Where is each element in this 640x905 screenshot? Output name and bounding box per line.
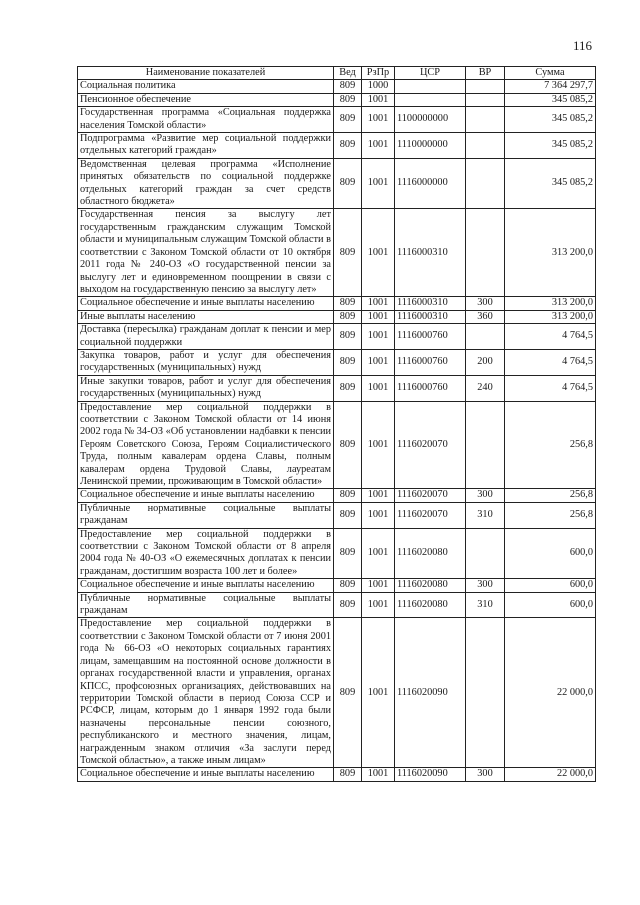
table-row [78,489,596,502]
row-name-cell: Пенсионное обеспечение [78,93,334,106]
row-name-cell: Государственная пенсия за выслугу лет государственным гражданским служащим Томской области и муниципальным служащим Томской области в соответствии с Законом Томской области от 10 октября 2011 года № 240-ОЗ «О государственной пенсии за выслугу лет и единовременном поощрении в связи с выходом на государственную пенсию за выслугу лет» [78,209,334,297]
row-name-cell: Закупка товаров, работ и услуг для обеспечения государственных (муниципальных) нужд [78,349,334,375]
row-rzpr-cell: 1001 [362,93,395,106]
row-vr-cell: 310 [466,502,505,528]
row-sum-cell: 22 000,0 [505,618,596,768]
row-sum-cell: 345 085,2 [505,158,596,209]
row-vr-cell: 300 [466,297,505,310]
row-ved-cell: 809 [334,107,362,133]
row-vr-cell [466,158,505,209]
row-ved-cell: 809 [334,592,362,618]
row-vr-cell: 300 [466,489,505,502]
row-sum-cell: 4 764,5 [505,349,596,375]
row-name-cell: Предоставление мер социальной поддержки в соответствии с Законом Томской области от 14 июня 2002 года № 34-ОЗ «Об установлении надбавки к пенсии Героям Советского Союза, Героям Социалистического Труда, полным кавалерам ордена Славы, полным кавалерам ордена Трудовой Славы, лауреатам Ленинской премии, проживающим в Томской области» [78,401,334,489]
row-ved-cell: 809 [334,80,362,93]
row-sum-cell: 600,0 [505,528,596,579]
row-sum-cell: 22 000,0 [505,768,596,781]
row-name-cell: Публичные нормативные социальные выплаты гражданам [78,502,334,528]
row-csr-cell [395,80,466,93]
table-row [78,349,596,375]
row-rzpr-cell: 1001 [362,133,395,159]
row-rzpr-cell: 1001 [362,107,395,133]
row-sum-cell: 345 085,2 [505,133,596,159]
row-rzpr-cell: 1000 [362,80,395,93]
row-csr-cell: 1116020070 [395,502,466,528]
table-row [78,401,596,489]
row-rzpr-cell: 1001 [362,592,395,618]
table-row [78,158,596,209]
row-rzpr-cell: 1001 [362,158,395,209]
row-vr-cell [466,107,505,133]
row-name-cell: Иные выплаты населению [78,310,334,323]
row-rzpr-cell: 1001 [362,349,395,375]
row-csr-cell: 1116000760 [395,375,466,401]
row-sum-cell: 256,8 [505,489,596,502]
row-rzpr-cell: 1001 [362,618,395,768]
table-row [78,502,596,528]
row-name-cell: Социальная политика [78,80,334,93]
row-ved-cell: 809 [334,349,362,375]
row-csr-cell: 1116020080 [395,592,466,618]
row-csr-cell: 1110000000 [395,133,466,159]
header-name: Наименование показателей [78,67,334,80]
row-name-cell: Государственная программа «Социальная поддержка населения Томской области» [78,107,334,133]
table-row [78,618,596,768]
row-rzpr-cell: 1001 [362,579,395,592]
row-ved-cell: 809 [334,297,362,310]
row-rzpr-cell: 1001 [362,324,395,350]
row-vr-cell [466,80,505,93]
row-ved-cell: 809 [334,133,362,159]
row-csr-cell: 1116020080 [395,579,466,592]
row-csr-cell: 1116000310 [395,297,466,310]
table-row [78,579,596,592]
row-sum-cell: 7 364 297,7 [505,80,596,93]
row-ved-cell: 809 [334,528,362,579]
row-ved-cell: 809 [334,579,362,592]
row-ved-cell: 809 [334,502,362,528]
budget-table [77,66,596,782]
row-sum-cell: 600,0 [505,579,596,592]
row-vr-cell [466,618,505,768]
row-ved-cell: 809 [334,768,362,781]
row-rzpr-cell: 1001 [362,310,395,323]
row-rzpr-cell: 1001 [362,489,395,502]
row-ved-cell: 809 [334,158,362,209]
row-ved-cell: 809 [334,401,362,489]
row-sum-cell: 313 200,0 [505,297,596,310]
row-csr-cell: 1116020080 [395,528,466,579]
row-csr-cell: 1116020070 [395,489,466,502]
row-ved-cell: 809 [334,93,362,106]
row-vr-cell [466,93,505,106]
row-vr-cell: 360 [466,310,505,323]
table-row [78,133,596,159]
row-vr-cell [466,133,505,159]
row-vr-cell: 300 [466,579,505,592]
row-vr-cell [466,401,505,489]
row-sum-cell: 313 200,0 [505,310,596,323]
row-vr-cell [466,209,505,297]
row-name-cell: Социальное обеспечение и иные выплаты населению [78,297,334,310]
row-sum-cell: 4 764,5 [505,375,596,401]
header-sum: Сумма [505,67,596,80]
row-sum-cell: 256,8 [505,401,596,489]
row-vr-cell: 300 [466,768,505,781]
row-rzpr-cell: 1001 [362,297,395,310]
table-row [78,310,596,323]
header-vr: ВР [466,67,505,80]
table-row [78,80,596,93]
table-row [78,107,596,133]
row-sum-cell: 256,8 [505,502,596,528]
row-sum-cell: 313 200,0 [505,209,596,297]
table-header-row [78,67,596,80]
row-vr-cell: 200 [466,349,505,375]
row-csr-cell: 1116000760 [395,324,466,350]
row-rzpr-cell: 1001 [362,375,395,401]
row-csr-cell [395,93,466,106]
row-name-cell: Предоставление мер социальной поддержки в соответствии с Законом Томской области от 7 июня 2001 года № 66-ОЗ «О некоторых социальных гарантиях лицам, замещавшим на постоянной основе должности в органах государственной власти и управления, органах КПСС, профсоюзных организациях, действовавших на территории Томской области в период Союза ССР и РСФСР, лицам, которым до 1 января 1992 года были назначены персональные пенсии союзного, республиканского и местного значения, лицам, награжденным знаком отличия «За заслуги перед Томской областью», а также иным лицам» [78,618,334,768]
row-vr-cell: 310 [466,592,505,618]
row-rzpr-cell: 1001 [362,401,395,489]
row-vr-cell [466,324,505,350]
header-ved: Вед [334,67,362,80]
table-row [78,297,596,310]
row-name-cell: Иные закупки товаров, работ и услуг для обеспечения государственных (муниципальных) нужд [78,375,334,401]
row-csr-cell: 1116020070 [395,401,466,489]
row-rzpr-cell: 1001 [362,209,395,297]
row-sum-cell: 345 085,2 [505,107,596,133]
row-csr-cell: 1100000000 [395,107,466,133]
table-row [78,324,596,350]
table-row [78,528,596,579]
row-name-cell: Доставка (пересылка) гражданам доплат к пенсии и мер социальной поддержки [78,324,334,350]
row-name-cell: Публичные нормативные социальные выплаты гражданам [78,592,334,618]
row-name-cell: Ведомственная целевая программа «Исполнение принятых обязательств по социальной поддержке отдельных категорий граждан за счет средств областного бюджета» [78,158,334,209]
row-name-cell: Подпрограмма «Развитие мер социальной поддержки отдельных категорий граждан» [78,133,334,159]
row-sum-cell: 4 764,5 [505,324,596,350]
row-name-cell: Предоставление мер социальной поддержки в соответствии с Законом Томской области от 8 апреля 2004 года № 40-ОЗ «О ежемесячных доплатах к пенсии гражданам, достигшим возраста 100 лет и более» [78,528,334,579]
row-sum-cell: 600,0 [505,592,596,618]
table-row [78,768,596,781]
row-csr-cell: 1116020090 [395,618,466,768]
row-ved-cell: 809 [334,375,362,401]
row-csr-cell: 1116000310 [395,310,466,323]
header-rzpr: РзПр [362,67,395,80]
row-csr-cell: 1116000000 [395,158,466,209]
table-row [78,93,596,106]
row-csr-cell: 1116000760 [395,349,466,375]
table-body [78,80,596,781]
row-ved-cell: 809 [334,310,362,323]
row-rzpr-cell: 1001 [362,502,395,528]
row-ved-cell: 809 [334,324,362,350]
row-rzpr-cell: 1001 [362,768,395,781]
row-vr-cell: 240 [466,375,505,401]
row-vr-cell [466,528,505,579]
row-rzpr-cell: 1001 [362,528,395,579]
row-csr-cell: 1116020090 [395,768,466,781]
table-row [78,592,596,618]
row-name-cell: Социальное обеспечение и иные выплаты населению [78,768,334,781]
row-csr-cell: 1116000310 [395,209,466,297]
row-name-cell: Социальное обеспечение и иные выплаты населению [78,579,334,592]
row-ved-cell: 809 [334,209,362,297]
page-number: 116 [572,38,592,53]
row-sum-cell: 345 085,2 [505,93,596,106]
table-row [78,375,596,401]
header-csr: ЦСР [395,67,466,80]
row-ved-cell: 809 [334,489,362,502]
table-row [78,209,596,297]
row-ved-cell: 809 [334,618,362,768]
row-name-cell: Социальное обеспечение и иные выплаты населению [78,489,334,502]
